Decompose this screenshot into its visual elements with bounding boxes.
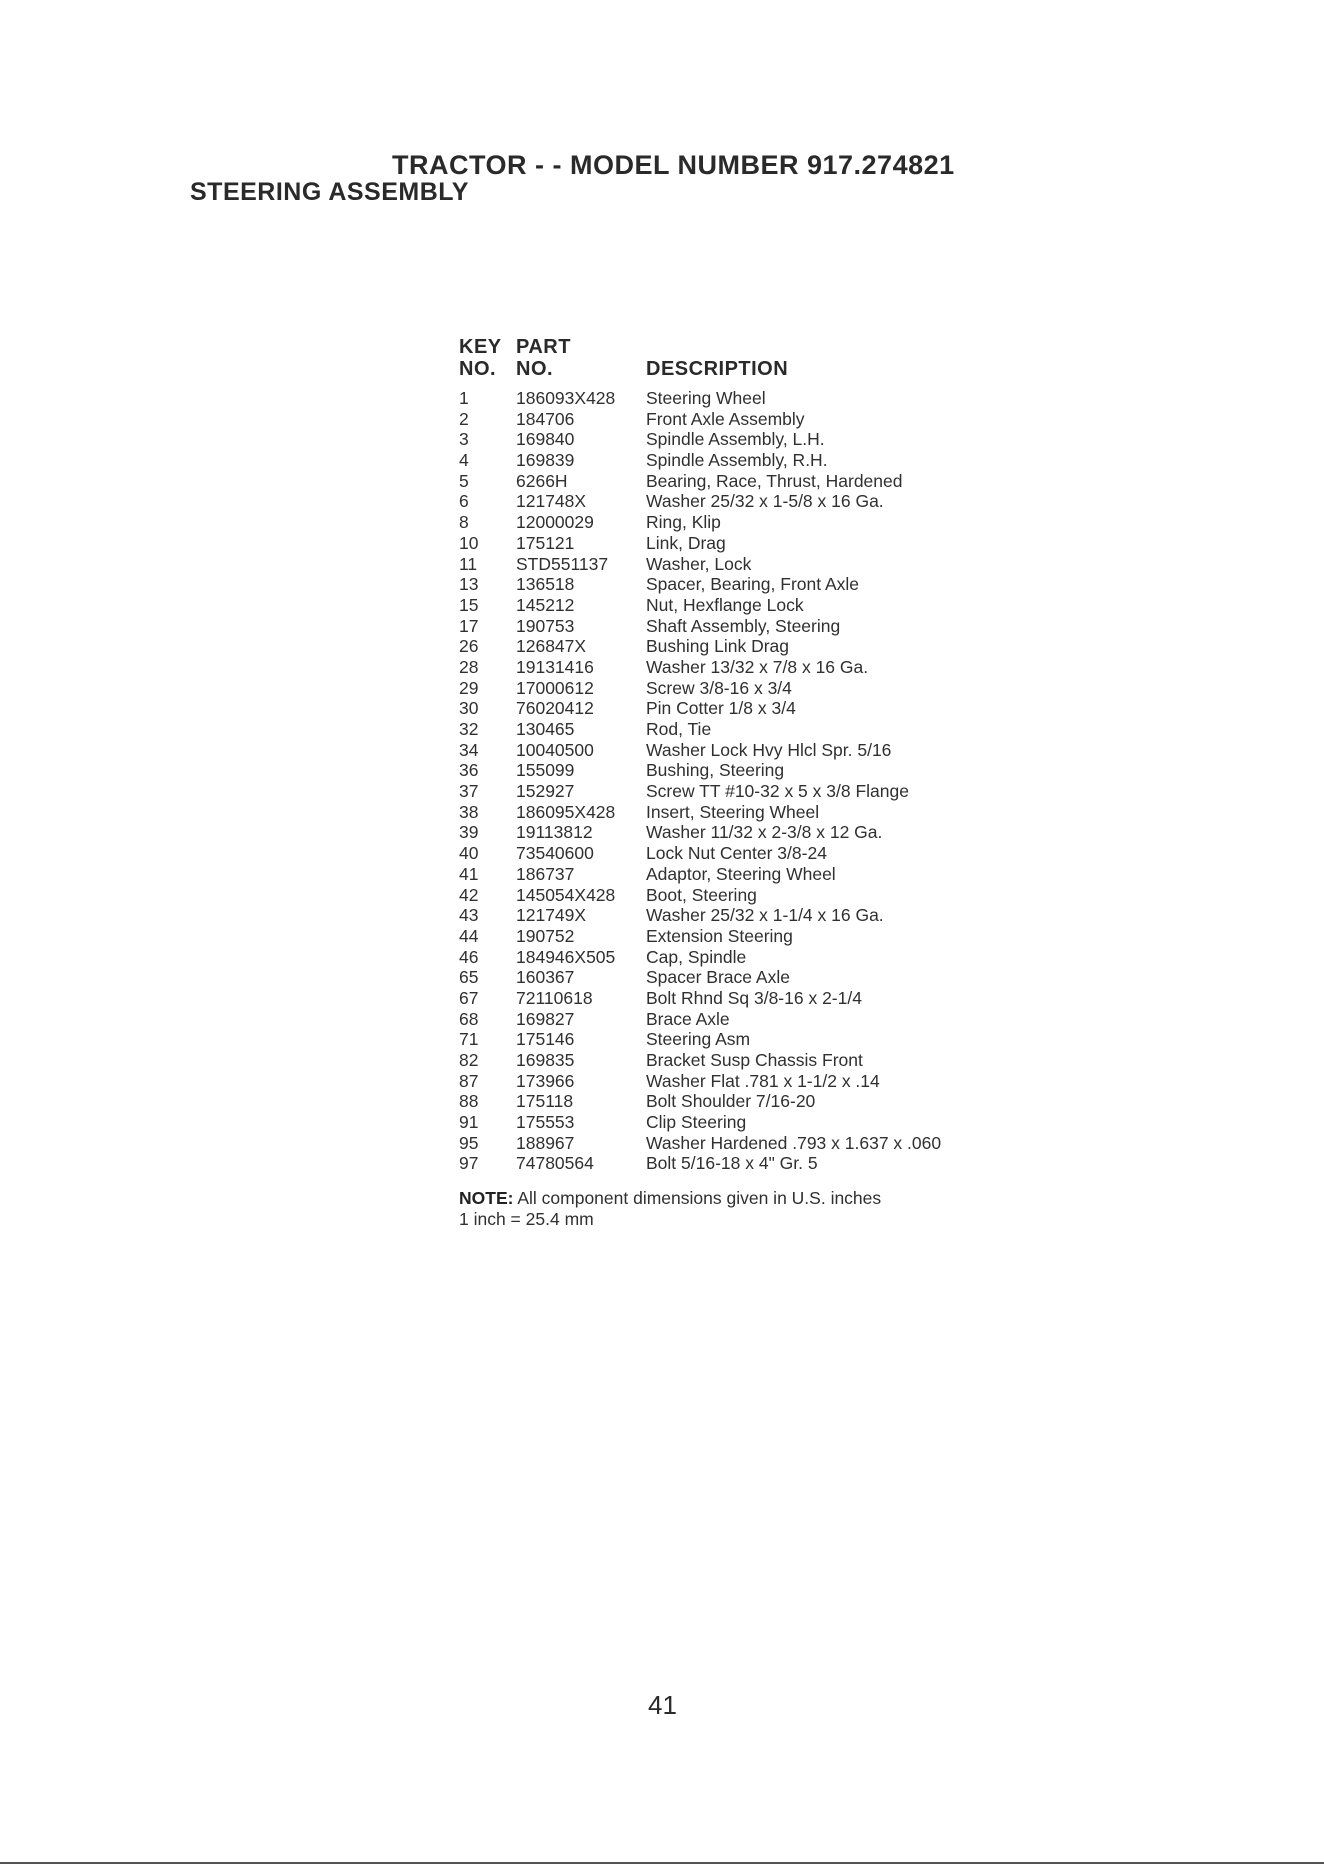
part-description: Extension Steering bbox=[646, 925, 793, 946]
part-number: 126847X bbox=[516, 636, 587, 657]
part-number: 186737 bbox=[516, 863, 575, 884]
key-number: 43 bbox=[459, 905, 479, 926]
part-description: Spacer Brace Axle bbox=[646, 967, 790, 988]
part-description: Washer 25/32 x 1-5/8 x 16 Ga. bbox=[646, 491, 884, 512]
note-text: All component dimensions given in U.S. inches bbox=[513, 1188, 882, 1208]
part-number: 17000612 bbox=[516, 677, 594, 698]
section-title: STEERING ASSEMBLY bbox=[190, 178, 469, 206]
parts-table bbox=[459, 388, 1019, 1174]
table-row bbox=[459, 636, 1019, 657]
part-description: Spacer, Bearing, Front Axle bbox=[646, 574, 860, 595]
part-description: Washer Flat .781 x 1-1/2 x .14 bbox=[646, 1070, 880, 1091]
table-row bbox=[459, 657, 1019, 678]
key-number: 37 bbox=[459, 781, 479, 802]
table-row bbox=[459, 491, 1019, 512]
table-row bbox=[459, 409, 1019, 430]
table-row bbox=[459, 554, 1019, 575]
key-number: 68 bbox=[459, 1008, 479, 1029]
part-number: 12000029 bbox=[516, 512, 594, 533]
table-row bbox=[459, 1009, 1019, 1030]
table-row bbox=[459, 926, 1019, 947]
table-row bbox=[459, 429, 1019, 450]
key-number: 30 bbox=[459, 698, 479, 719]
part-number: 190753 bbox=[516, 615, 575, 636]
part-number: 186093X428 bbox=[516, 388, 616, 408]
part-number: 173966 bbox=[516, 1070, 575, 1091]
part-number: 169840 bbox=[516, 429, 575, 450]
part-number: 175146 bbox=[516, 1029, 575, 1050]
part-description: Spindle Assembly, L.H. bbox=[646, 429, 825, 450]
key-number: 28 bbox=[459, 656, 479, 677]
key-number: 2 bbox=[459, 408, 469, 429]
key-number: 97 bbox=[459, 1153, 479, 1174]
table-row bbox=[459, 1029, 1019, 1050]
key-number: 3 bbox=[459, 429, 469, 450]
table-row bbox=[459, 719, 1019, 740]
table-row bbox=[459, 885, 1019, 906]
part-description: Washer 11/32 x 2-3/8 x 12 Ga. bbox=[646, 822, 883, 843]
key-number: 82 bbox=[459, 1050, 479, 1070]
table-row bbox=[459, 1133, 1019, 1154]
key-number: 13 bbox=[459, 574, 479, 595]
part-number: 74780564 bbox=[516, 1153, 594, 1174]
part-number: 160367 bbox=[516, 967, 575, 988]
part-description: Brace Axle bbox=[646, 1008, 730, 1029]
part-description: Bolt Shoulder 7/16-20 bbox=[646, 1091, 816, 1112]
part-description: Front Axle Assembly bbox=[646, 408, 805, 429]
description-column-header: DESCRIPTION bbox=[646, 358, 789, 380]
part-description: Insert, Steering Wheel bbox=[646, 801, 820, 822]
table-row bbox=[459, 450, 1019, 471]
key-number: 44 bbox=[459, 925, 479, 946]
part-description: Bracket Susp Chassis Front bbox=[646, 1050, 863, 1070]
part-number: 169827 bbox=[516, 1008, 575, 1029]
table-row bbox=[459, 678, 1019, 699]
table-row bbox=[459, 595, 1019, 616]
part-number: STD551137 bbox=[516, 553, 609, 574]
part-number: 136518 bbox=[516, 574, 575, 595]
part-number: 145054X428 bbox=[516, 884, 616, 905]
key-number: 11 bbox=[459, 553, 478, 574]
part-description: Cap, Spindle bbox=[646, 946, 747, 967]
part-number: 188967 bbox=[516, 1132, 575, 1153]
part-description: Steering Asm bbox=[646, 1029, 751, 1050]
table-row bbox=[459, 512, 1019, 533]
part-number: 76020412 bbox=[516, 698, 594, 719]
part-number: 121749X bbox=[516, 905, 587, 926]
key-number: 17 bbox=[459, 615, 479, 636]
part-number: 175118 bbox=[516, 1091, 574, 1112]
table-row bbox=[459, 760, 1019, 781]
part-description: Bearing, Race, Thrust, Hardened bbox=[646, 470, 903, 491]
key-number: 42 bbox=[459, 884, 479, 905]
key-number: 41 bbox=[459, 863, 479, 884]
part-number: 130465 bbox=[516, 719, 575, 739]
part-description: Spindle Assembly, R.H. bbox=[646, 450, 828, 471]
key-number: 8 bbox=[459, 512, 469, 533]
key-number: 36 bbox=[459, 760, 479, 781]
table-row bbox=[459, 1091, 1019, 1112]
key-number: 39 bbox=[459, 822, 479, 843]
key-number: 34 bbox=[459, 739, 479, 760]
table-row bbox=[459, 1112, 1019, 1133]
part-description: Pin Cotter 1/8 x 3/4 bbox=[646, 698, 796, 719]
key-number: 10 bbox=[459, 532, 479, 553]
table-row bbox=[459, 616, 1019, 637]
part-number: 169839 bbox=[516, 450, 575, 471]
bottom-border-line bbox=[0, 1862, 1324, 1864]
part-number: 175121 bbox=[516, 532, 575, 553]
table-row bbox=[459, 781, 1019, 802]
table-row bbox=[459, 698, 1019, 719]
part-number: 6266H bbox=[516, 470, 568, 491]
key-number: 32 bbox=[459, 719, 479, 739]
part-description: Bushing, Steering bbox=[646, 760, 785, 781]
part-number: 145212 bbox=[516, 594, 575, 615]
table-row bbox=[459, 802, 1019, 823]
dimension-note bbox=[459, 1188, 881, 1209]
part-description: Washer Hardened .793 x 1.637 x .060 bbox=[646, 1132, 942, 1153]
table-row bbox=[459, 533, 1019, 554]
table-row bbox=[459, 843, 1019, 864]
table-row bbox=[459, 471, 1019, 492]
table-row bbox=[459, 822, 1019, 843]
key-number: 5 bbox=[459, 470, 469, 491]
key-number: 4 bbox=[459, 450, 469, 471]
part-description: Bolt 5/16-18 x 4" Gr. 5 bbox=[646, 1153, 818, 1174]
table-row bbox=[459, 1050, 1019, 1071]
part-number: 184706 bbox=[516, 408, 575, 429]
part-description: Screw TT #10-32 x 5 x 3/8 Flange bbox=[646, 781, 909, 802]
key-column-header-line1: KEY bbox=[459, 336, 502, 358]
table-row bbox=[459, 905, 1019, 926]
key-number: 46 bbox=[459, 946, 479, 967]
part-description: Washer 13/32 x 7/8 x 16 Ga. bbox=[646, 656, 869, 677]
key-number: 1 bbox=[459, 388, 469, 408]
key-number: 15 bbox=[459, 594, 479, 615]
part-description: Bolt Rhnd Sq 3/8-16 x 2-1/4 bbox=[646, 987, 862, 1008]
part-description: Washer Lock Hvy Hlcl Spr. 5/16 bbox=[646, 739, 892, 760]
table-row bbox=[459, 574, 1019, 595]
part-number: 190752 bbox=[516, 925, 575, 946]
key-number: 91 bbox=[459, 1112, 479, 1133]
part-number: 184946X505 bbox=[516, 946, 616, 967]
part-number: 152927 bbox=[516, 781, 575, 802]
table-row bbox=[459, 1071, 1019, 1092]
part-number: 169835 bbox=[516, 1050, 575, 1070]
part-number: 121748X bbox=[516, 491, 587, 512]
key-number: 88 bbox=[459, 1091, 479, 1112]
key-number: 40 bbox=[459, 843, 479, 864]
part-number: 10040500 bbox=[516, 739, 594, 760]
part-number: 19131416 bbox=[516, 656, 594, 677]
key-number: 26 bbox=[459, 636, 479, 657]
part-description: Boot, Steering bbox=[646, 884, 757, 905]
page-title: TRACTOR - - MODEL NUMBER 917.274821 bbox=[392, 150, 955, 180]
part-column-header-line2: NO. bbox=[516, 358, 554, 380]
key-number: 6 bbox=[459, 491, 469, 512]
part-description: Ring, Klip bbox=[646, 512, 721, 533]
part-description: Adaptor, Steering Wheel bbox=[646, 863, 836, 884]
part-description: Nut, Hexflange Lock bbox=[646, 594, 804, 615]
key-number: 65 bbox=[459, 967, 479, 988]
part-column-header-line1: PART bbox=[516, 336, 571, 358]
unit-conversion-note: 1 inch = 25.4 mm bbox=[459, 1209, 594, 1229]
part-description: Washer 25/32 x 1-1/4 x 16 Ga. bbox=[646, 905, 884, 926]
part-description: Washer, Lock bbox=[646, 553, 752, 574]
part-number: 19113812 bbox=[516, 822, 593, 843]
part-number: 175553 bbox=[516, 1112, 575, 1133]
table-row bbox=[459, 1153, 1019, 1174]
table-row bbox=[459, 388, 1019, 409]
part-number: 186095X428 bbox=[516, 801, 616, 822]
table-row bbox=[459, 740, 1019, 761]
part-number: 73540600 bbox=[516, 843, 594, 864]
table-row bbox=[459, 967, 1019, 988]
part-number: 155099 bbox=[516, 760, 575, 781]
key-number: 71 bbox=[459, 1029, 479, 1050]
table-row bbox=[459, 947, 1019, 968]
table-row bbox=[459, 988, 1019, 1009]
part-description: Screw 3/8-16 x 3/4 bbox=[646, 677, 792, 698]
part-description: Rod, Tie bbox=[646, 719, 712, 739]
key-number: 29 bbox=[459, 677, 479, 698]
part-description: Steering Wheel bbox=[646, 388, 766, 408]
note-label: NOTE: bbox=[459, 1188, 514, 1208]
key-number: 95 bbox=[459, 1132, 479, 1153]
part-description: Link, Drag bbox=[646, 532, 726, 553]
key-column-header-line2: NO. bbox=[459, 358, 497, 380]
part-description: Bushing Link Drag bbox=[646, 636, 789, 657]
key-number: 38 bbox=[459, 801, 479, 822]
part-description: Clip Steering bbox=[646, 1112, 747, 1133]
table-row bbox=[459, 864, 1019, 885]
part-number: 72110618 bbox=[516, 987, 593, 1008]
key-number: 87 bbox=[459, 1070, 479, 1091]
part-description: Shaft Assembly, Steering bbox=[646, 615, 841, 636]
page-number: 41 bbox=[648, 1690, 677, 1720]
part-description: Lock Nut Center 3/8-24 bbox=[646, 843, 827, 864]
key-number: 67 bbox=[459, 987, 479, 1008]
